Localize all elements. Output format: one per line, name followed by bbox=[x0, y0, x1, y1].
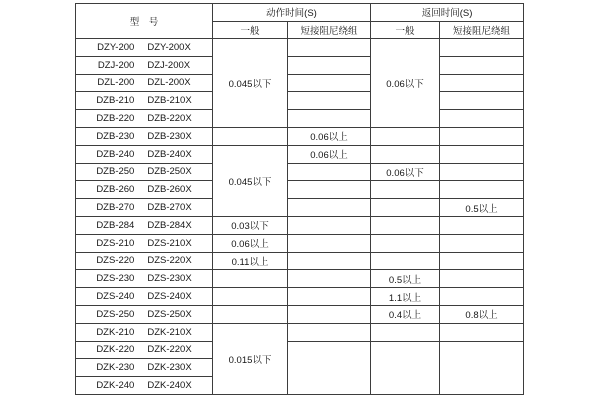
model-text: DZL-200 bbox=[97, 77, 135, 89]
model-text: DZB-220X bbox=[147, 113, 192, 125]
model-cell bbox=[76, 377, 213, 395]
value-cell bbox=[440, 56, 524, 74]
model-text: DZK-240X bbox=[147, 380, 192, 392]
table-row bbox=[76, 234, 524, 252]
value-cell: 0.4以上 bbox=[371, 305, 440, 323]
model-text: DZL-200X bbox=[147, 77, 191, 89]
value-cell bbox=[440, 39, 524, 57]
table-row bbox=[76, 145, 524, 163]
model-cell bbox=[76, 288, 213, 306]
model-text: DZB-270X bbox=[147, 202, 192, 214]
value-cell: 0.5以上 bbox=[440, 199, 524, 217]
value-cell bbox=[440, 252, 524, 270]
model-cell bbox=[76, 163, 213, 181]
model-cell bbox=[76, 145, 213, 163]
table-row bbox=[76, 56, 524, 74]
model-text: DZS-250X bbox=[147, 308, 192, 320]
spec-table-body bbox=[76, 39, 524, 395]
model-cell bbox=[76, 127, 213, 145]
model-text: DZS-230X bbox=[147, 273, 192, 285]
value-cell bbox=[288, 56, 371, 74]
value-cell bbox=[213, 127, 288, 145]
model-text: DZS-240 bbox=[96, 291, 135, 303]
value-cell bbox=[440, 288, 524, 306]
value-cell bbox=[440, 181, 524, 199]
value-cell bbox=[213, 305, 288, 323]
model-text: DZB-230 bbox=[96, 130, 135, 142]
table-row bbox=[76, 74, 524, 92]
value-cell bbox=[371, 234, 440, 252]
model-cell bbox=[76, 92, 213, 110]
model-text: DZB-220 bbox=[96, 113, 135, 125]
header-action-time: 动作时间(S) bbox=[213, 4, 371, 22]
model-text: DZB-210X bbox=[147, 95, 192, 107]
model-text: DZB-270 bbox=[96, 202, 135, 214]
model-text: DZB-250X bbox=[147, 166, 192, 178]
model-text: DZK-210X bbox=[147, 326, 192, 338]
value-cell: 0.045以下 bbox=[213, 39, 288, 128]
table-row bbox=[76, 341, 524, 359]
model-text: DZK-230X bbox=[147, 362, 192, 374]
table-row bbox=[76, 216, 524, 234]
header-model: 型 号 bbox=[76, 4, 213, 39]
header-return-damped: 短接阻尼绕组 bbox=[440, 21, 524, 39]
model-text: DZY-200 bbox=[97, 41, 135, 53]
value-cell: 0.8以上 bbox=[440, 305, 524, 323]
value-cell bbox=[288, 199, 371, 217]
value-cell bbox=[440, 110, 524, 128]
model-cell bbox=[76, 341, 213, 359]
model-cell bbox=[76, 234, 213, 252]
model-text: DZB-210 bbox=[96, 95, 135, 107]
model-text: DZK-230 bbox=[96, 362, 135, 374]
value-cell bbox=[440, 145, 524, 163]
model-cell bbox=[76, 181, 213, 199]
model-text: DZS-250 bbox=[96, 308, 135, 320]
value-cell bbox=[288, 288, 371, 306]
model-cell bbox=[76, 305, 213, 323]
value-cell bbox=[288, 39, 371, 57]
value-cell: 0.06以下 bbox=[371, 163, 440, 181]
model-text: DZY-200X bbox=[147, 41, 191, 53]
model-text: DZB-230X bbox=[147, 130, 192, 142]
value-cell bbox=[371, 252, 440, 270]
model-text: DZB-284 bbox=[96, 219, 135, 231]
model-text: DZS-220X bbox=[147, 255, 192, 267]
model-text: DZJ-200X bbox=[147, 59, 191, 71]
model-cell bbox=[76, 359, 213, 377]
value-cell: 0.03以下 bbox=[213, 216, 288, 234]
header-action-damped: 短接阻尼绕组 bbox=[288, 21, 371, 39]
spec-table bbox=[75, 3, 524, 395]
header-action-general: 一般 bbox=[213, 21, 288, 39]
value-cell bbox=[440, 127, 524, 145]
value-cell bbox=[288, 252, 371, 270]
model-cell bbox=[76, 56, 213, 74]
value-cell bbox=[213, 288, 288, 306]
value-cell bbox=[288, 323, 371, 341]
table-row bbox=[76, 305, 524, 323]
value-cell bbox=[288, 92, 371, 110]
model-text: DZB-240X bbox=[147, 148, 192, 160]
table-row bbox=[76, 127, 524, 145]
model-text: DZS-210X bbox=[147, 237, 192, 249]
value-cell: 0.015以下 bbox=[213, 323, 288, 394]
table-row bbox=[76, 110, 524, 128]
model-cell bbox=[76, 270, 213, 288]
value-cell: 0.11以上 bbox=[213, 252, 288, 270]
value-cell bbox=[440, 234, 524, 252]
value-cell bbox=[440, 323, 524, 341]
header-row-top bbox=[76, 4, 524, 22]
value-cell bbox=[288, 216, 371, 234]
table-row bbox=[76, 181, 524, 199]
model-text: DZJ-200 bbox=[97, 59, 135, 71]
model-cell bbox=[76, 39, 213, 57]
value-cell: 0.06以上 bbox=[288, 127, 371, 145]
value-cell bbox=[440, 74, 524, 92]
model-text: DZS-230 bbox=[96, 273, 135, 285]
model-text: DZK-210 bbox=[96, 326, 135, 338]
table-row bbox=[76, 39, 524, 57]
value-cell bbox=[371, 216, 440, 234]
value-cell: 0.06以上 bbox=[288, 145, 371, 163]
value-cell bbox=[288, 181, 371, 199]
value-cell bbox=[371, 323, 440, 341]
value-cell bbox=[371, 199, 440, 217]
table-row bbox=[76, 199, 524, 217]
table-row bbox=[76, 252, 524, 270]
table-row bbox=[76, 270, 524, 288]
value-cell: 0.06以下 bbox=[371, 39, 440, 128]
model-text: DZS-220 bbox=[96, 255, 135, 267]
model-cell bbox=[76, 323, 213, 341]
model-text: DZS-210 bbox=[96, 237, 135, 249]
header-return-general: 一般 bbox=[371, 21, 440, 39]
value-cell bbox=[440, 216, 524, 234]
model-text: DZK-220X bbox=[147, 344, 192, 356]
value-cell bbox=[288, 341, 371, 394]
model-text: DZB-284X bbox=[147, 219, 192, 231]
value-cell bbox=[288, 305, 371, 323]
header-return-time: 返回时间(S) bbox=[371, 4, 524, 22]
model-cell bbox=[76, 199, 213, 217]
table-row bbox=[76, 288, 524, 306]
value-cell bbox=[288, 270, 371, 288]
model-cell bbox=[76, 74, 213, 92]
model-text: DZK-220 bbox=[96, 344, 135, 356]
table-row bbox=[76, 163, 524, 181]
value-cell: 0.5以上 bbox=[371, 270, 440, 288]
model-text: DZS-240X bbox=[147, 291, 192, 303]
value-cell bbox=[440, 341, 524, 394]
model-cell bbox=[76, 216, 213, 234]
value-cell bbox=[288, 163, 371, 181]
table-row bbox=[76, 92, 524, 110]
value-cell bbox=[371, 127, 440, 145]
value-cell bbox=[288, 110, 371, 128]
model-text: DZB-260X bbox=[147, 184, 192, 196]
value-cell bbox=[440, 163, 524, 181]
value-cell bbox=[371, 181, 440, 199]
value-cell bbox=[371, 341, 440, 394]
spec-table-header bbox=[76, 4, 524, 39]
value-cell: 0.06以上 bbox=[213, 234, 288, 252]
model-cell bbox=[76, 252, 213, 270]
model-cell bbox=[76, 110, 213, 128]
model-text: DZB-260 bbox=[96, 184, 135, 196]
table-row bbox=[76, 323, 524, 341]
value-cell: 1.1以上 bbox=[371, 288, 440, 306]
model-text: DZB-250 bbox=[96, 166, 135, 178]
value-cell bbox=[213, 270, 288, 288]
value-cell bbox=[288, 74, 371, 92]
model-text: DZK-240 bbox=[96, 380, 135, 392]
value-cell bbox=[371, 145, 440, 163]
value-cell bbox=[440, 270, 524, 288]
value-cell bbox=[440, 92, 524, 110]
value-cell: 0.045以下 bbox=[213, 145, 288, 216]
model-text: DZB-240 bbox=[96, 148, 135, 160]
value-cell bbox=[288, 234, 371, 252]
